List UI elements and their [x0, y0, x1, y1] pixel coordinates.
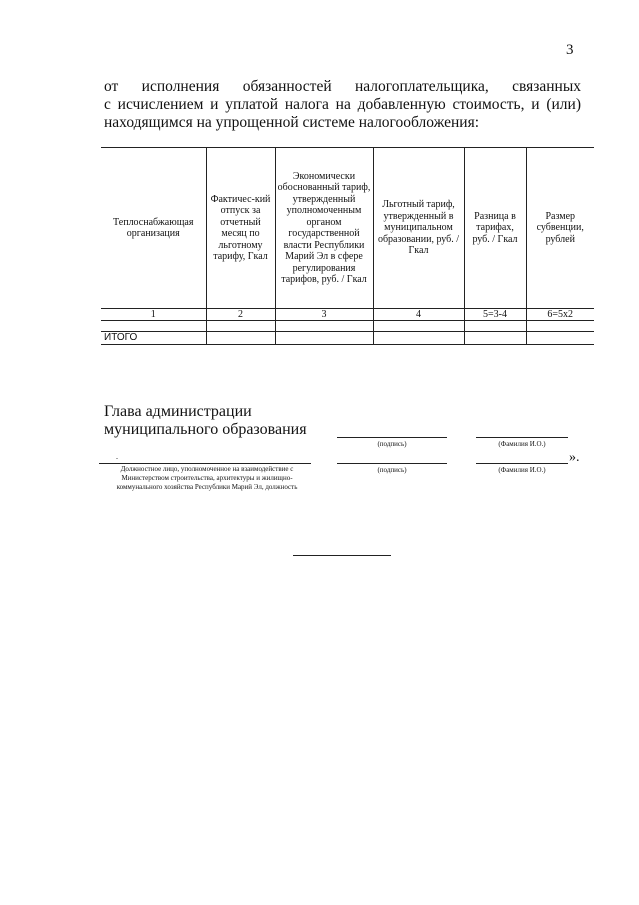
intro-line-3: находящимся на упрощенной системе налогообложения: — [104, 114, 480, 131]
head-signature-line — [337, 437, 447, 438]
column-header: Льготный тариф, утвержденный в муниципальном образовании, руб. / Гкал — [373, 148, 464, 309]
table-header-row — [101, 148, 594, 309]
table-cell — [526, 321, 594, 332]
official-caption: Должностное лицо, уполномоченное на взаимодействие с Министерством строительства, архитектуры и жилищно-коммунального хозяйства Республики Марий Эл, должность — [116, 465, 298, 491]
closing-quote: ». — [569, 450, 580, 465]
head-title-line-1: Глава администрации — [104, 403, 252, 420]
table-cell — [206, 332, 275, 345]
page-number: 3 — [566, 42, 574, 58]
official-name-caption: (Фамилия И.О.) — [498, 466, 546, 474]
official-name-line — [476, 463, 568, 464]
table-cell — [373, 321, 464, 332]
head-name-caption: (Фамилия И.О.) — [498, 440, 546, 448]
column-number: 3 — [275, 309, 373, 321]
table-cell — [464, 321, 526, 332]
column-header: Разница в тарифах, руб. / Гкал — [464, 148, 526, 309]
table-cell — [206, 321, 275, 332]
head-signature-caption: (подпись) — [377, 440, 407, 448]
head-title — [104, 403, 307, 439]
official-signature-line — [337, 463, 447, 464]
column-header: Экономически обоснованный тариф, утвержденный уполномоченным органом государственной власти Республики Марий Эл в сфере регулирования тарифов, руб. / Гкал — [275, 148, 373, 309]
column-number: 4 — [373, 309, 464, 321]
table-cell — [526, 332, 594, 345]
column-header: Теплоснабжающая организация — [101, 148, 206, 309]
table-row — [101, 321, 594, 332]
total-row — [101, 332, 594, 345]
subsidy-table — [101, 147, 594, 345]
table-cell — [373, 332, 464, 345]
table-cell — [275, 332, 373, 345]
intro-line-2: с исчислением и уплатой налога на добавленную стоимость, и (или) — [104, 96, 581, 113]
table-cell — [275, 321, 373, 332]
intro-paragraph — [104, 78, 581, 132]
column-number: 6=5x2 — [526, 309, 594, 321]
column-number: 5=3-4 — [464, 309, 526, 321]
table-cell — [101, 321, 206, 332]
column-number-row — [101, 309, 594, 321]
official-signature-caption: (подпись) — [377, 466, 407, 474]
official-position-line — [99, 463, 311, 464]
head-name-line — [476, 437, 568, 438]
stray-dot: . — [116, 452, 118, 461]
total-label: ИТОГО — [101, 332, 206, 345]
column-number: 2 — [206, 309, 275, 321]
intro-line-1: от исполнения обязанностей налогоплательщика, связанных — [104, 78, 581, 95]
head-title-line-2: муниципального образования — [104, 421, 307, 438]
column-number: 1 — [101, 309, 206, 321]
table-cell — [464, 332, 526, 345]
column-header: Фактичес-кий отпуск за отчетный месяц по льготному тарифу, Гкал — [206, 148, 275, 309]
column-header: Размер субвенции, рублей — [526, 148, 594, 309]
end-divider — [293, 555, 391, 556]
